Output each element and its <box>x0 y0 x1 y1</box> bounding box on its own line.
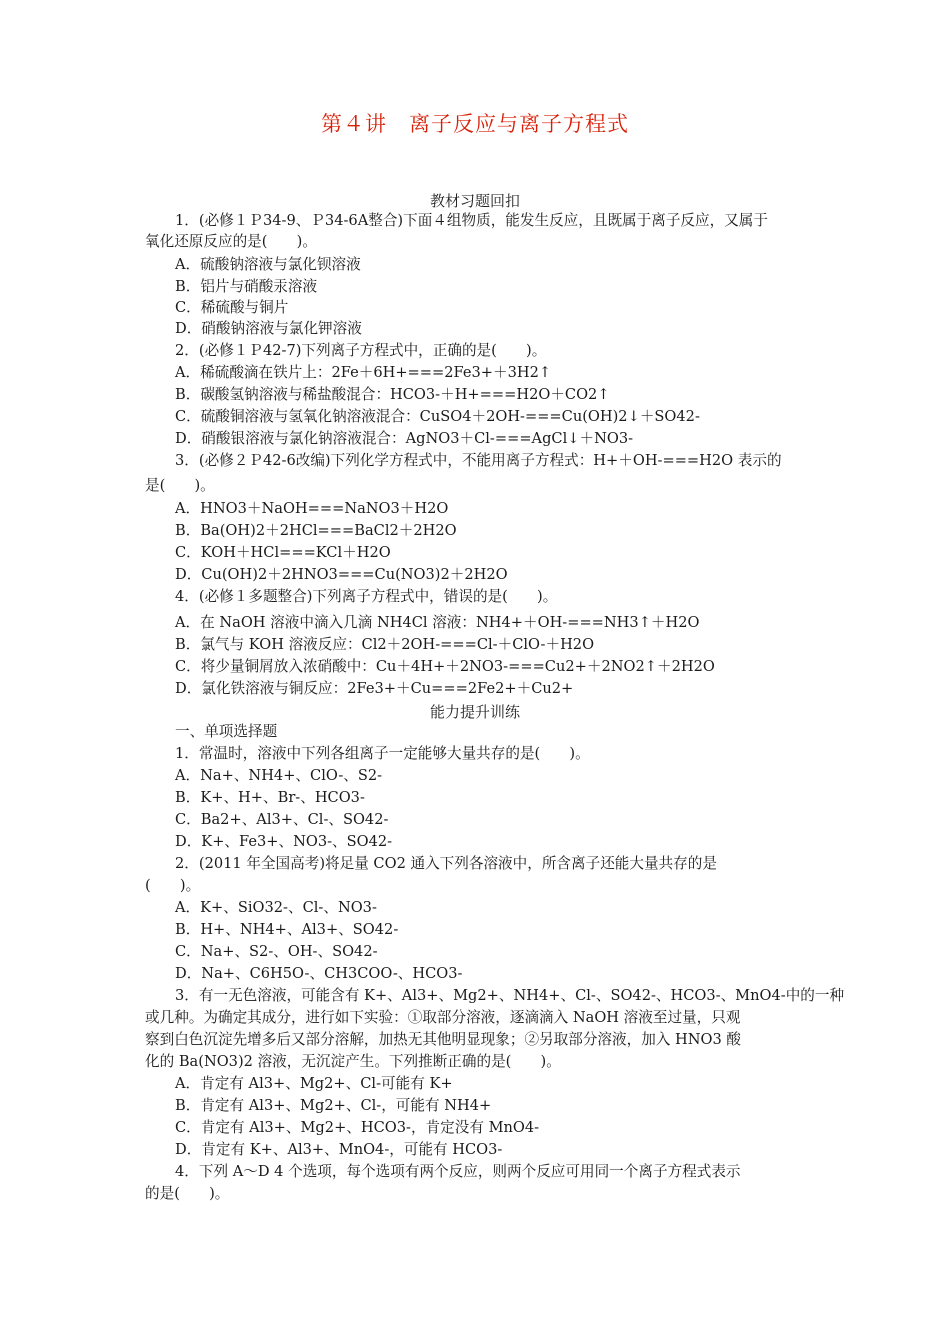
text-line: 1．常温时，溶液中下列各组离子一定能够大量共存的是( )。 <box>175 745 590 762</box>
text-line: 2．(必修１Ｐ42-7)下列离子方程式中，正确的是( )。 <box>175 342 547 359</box>
text-line: D．硝酸银溶液与氯化钠溶液混合：AgNO3＋Cl-===AgCl↓＋NO3- <box>175 430 634 447</box>
text-line: C．硫酸铜溶液与氢氧化钠溶液混合：CuSO4＋2OH-===Cu(OH)2↓＋SO42- <box>175 408 700 425</box>
text-line: B．K+、H+、Br-、HCO3- <box>175 789 365 806</box>
text-line: 4．(必修１多题整合)下列离子方程式中，错误的是( )。 <box>175 588 558 605</box>
text-line: D．K+、Fe3+、NO3-、SO42- <box>175 833 393 850</box>
text-line: D．Na+、C6H5O-、CH3COO-、HCO3- <box>175 965 463 982</box>
text-line: 氧化还原反应的是( )。 <box>145 233 317 250</box>
text-line: A．在 NaOH 溶液中滴入几滴 NH4Cl 溶液：NH4+＋OH-===NH3↑＋H2O <box>175 614 700 631</box>
text-line: B．氯气与 KOH 溶液反应：Cl2＋2OH-===Cl-＋ClO-＋H2O <box>175 636 595 653</box>
text-line: ( )。 <box>145 877 201 894</box>
text-line: 1．(必修１Ｐ34-9、Ｐ34-6A整合)下面４组物质，能发生反应，且既属于离子反应，又属于 <box>175 212 768 229</box>
text-line: C．稀硫酸与铜片 <box>175 299 289 316</box>
text-line: 3．有一无色溶液，可能含有 K+、Al3+、Mg2+、NH4+、Cl-、SO42-、HCO3-、MnO4-中的一种 <box>175 987 845 1004</box>
text-line: 或几种。为确定其成分，进行如下实验：①取部分溶液，逐滴滴入 NaOH 溶液至过量，只观 <box>145 1009 741 1026</box>
text-line: B．肯定有 Al3+、Mg2+、Cl-，可能有 NH4+ <box>175 1097 492 1114</box>
text-line: A．K+、SiO32-、Cl-、NO3- <box>175 899 377 916</box>
text-line: 化的 Ba(NO3)2 溶液，无沉淀产生。下列推断正确的是( )。 <box>145 1053 561 1070</box>
page-title: 第４讲 离子反应与离子方程式 <box>321 112 629 136</box>
text-line: D．氯化铁溶液与铜反应：2Fe3+＋Cu===2Fe2+＋Cu2+ <box>175 680 574 697</box>
text-line: 一、单项选择题 <box>175 723 278 740</box>
text-line: 察到白色沉淀先增多后又部分溶解，加热无其他明显现象；②另取部分溶液，加入 HNO3 酸 <box>145 1031 741 1048</box>
text-line: A．肯定有 Al3+、Mg2+、Cl-可能有 K+ <box>175 1075 453 1092</box>
section-heading-textbook: 教材习题回扣 <box>429 192 520 210</box>
text-line: C．肯定有 Al3+、Mg2+、HCO3-，肯定没有 MnO4- <box>175 1119 540 1136</box>
text-line: 3．(必修２Ｐ42-6改编)下列化学方程式中，不能用离子方程式：H+＋OH-===H2O 表示的 <box>175 452 782 469</box>
text-line: 2．(2011 年全国高考)将足量 CO2 通入下列各溶液中，所含离子还能大量共存的是 <box>175 855 717 872</box>
text-line: C．Na+、S2-、OH-、SO42- <box>175 943 378 960</box>
text-line: B．碳酸氢钠溶液与稀盐酸混合：HCO3-＋H+===H2O＋CO2↑ <box>175 386 610 403</box>
text-line: B．铝片与硝酸汞溶液 <box>175 278 318 295</box>
text-line: B．H+、NH4+、Al3+、SO42- <box>175 921 399 938</box>
text-line: 是( )。 <box>145 477 215 494</box>
text-line: A．硫酸钠溶液与氯化钡溶液 <box>175 256 361 273</box>
text-line: C．Ba2+、Al3+、Cl-、SO42- <box>175 811 389 828</box>
text-line: C．KOH＋HCl===KCl＋H2O <box>175 544 391 561</box>
text-line: 4．下列 A～D 4 个选项，每个选项有两个反应，则两个反应可用同一个离子方程式表示 <box>175 1163 741 1180</box>
text-line: 的是( )。 <box>145 1185 230 1202</box>
text-line: D．硝酸钠溶液与氯化钾溶液 <box>175 320 362 337</box>
text-line: A．稀硫酸滴在铁片上：2Fe＋6H+===2Fe3+＋3H2↑ <box>175 364 552 381</box>
text-line: A．Na+、NH4+、ClO-、S2- <box>175 767 383 784</box>
text-line: A．HNO3＋NaOH===NaNO3＋H2O <box>175 500 449 517</box>
text-line: D．肯定有 K+、Al3+、MnO4-，可能有 HCO3- <box>175 1141 503 1158</box>
text-line: C．将少量铜屑放入浓硝酸中：Cu＋4H+＋2NO3-===Cu2+＋2NO2↑＋2H2O <box>175 658 715 675</box>
section-heading-ability: 能力提升训练 <box>429 703 520 721</box>
text-line: D．Cu(OH)2＋2HNO3===Cu(NO3)2＋2H2O <box>175 566 508 583</box>
text-line: B．Ba(OH)2＋2HCl===BaCl2＋2H2O <box>175 522 457 539</box>
